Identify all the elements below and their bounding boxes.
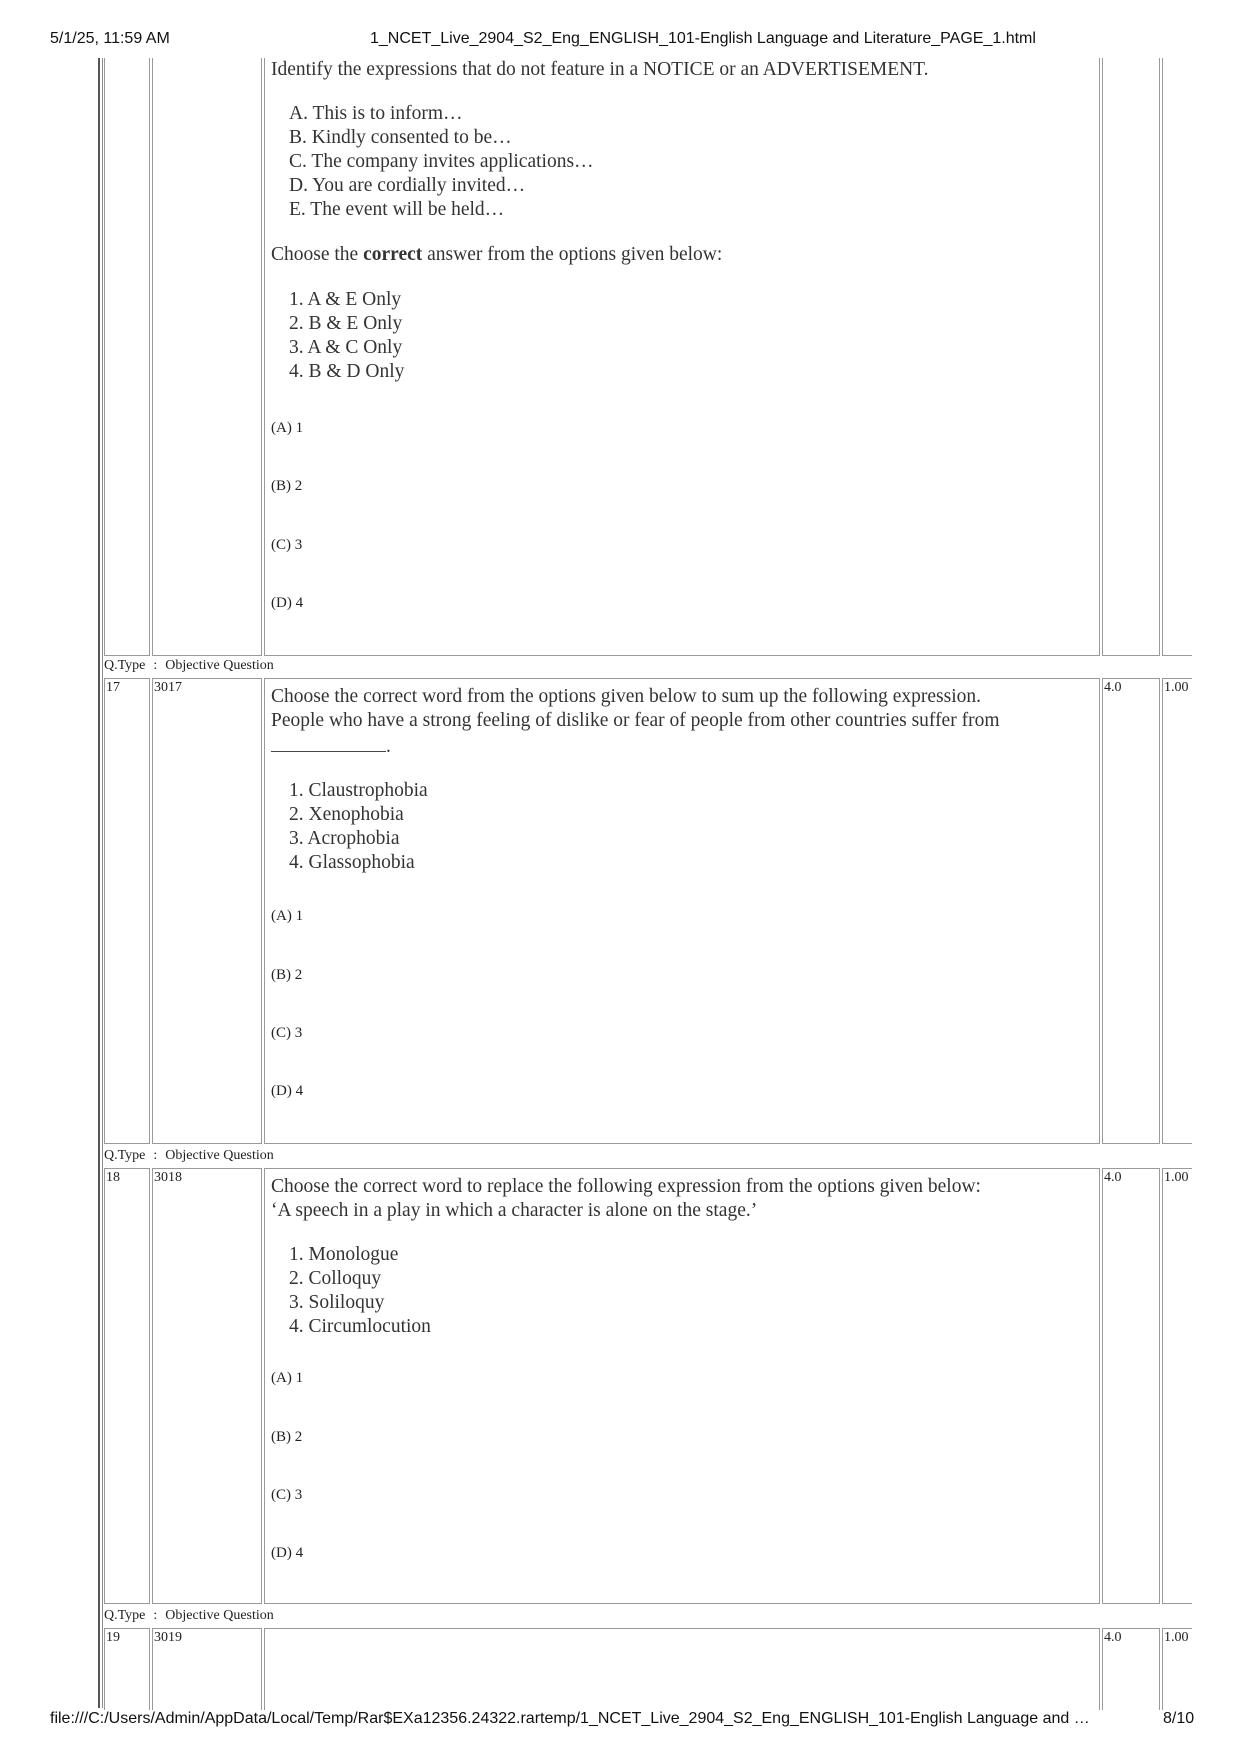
q16-id-cell xyxy=(152,58,262,656)
print-footer xyxy=(0,1710,1240,1732)
q16-choice: 1. A & E Only xyxy=(289,289,402,310)
q17-marks-cell xyxy=(1102,678,1160,1144)
q16-marks-cell xyxy=(1102,58,1160,656)
q18-option-d[interactable]: (D) 4 xyxy=(271,1545,304,1561)
q18-question-text xyxy=(271,1175,1071,1339)
table-left-border xyxy=(98,58,100,1708)
q16-stem: Identify the expressions that do not feature in a NOTICE or an ADVERTISEMENT. xyxy=(271,59,929,80)
q16-statement: D. You are cordially invited… xyxy=(289,175,526,196)
q16-instruction-bold: correct xyxy=(363,244,423,265)
q17-choice-list xyxy=(271,779,1071,875)
qtype-label: Q.Type xyxy=(104,658,146,673)
q16-num-cell xyxy=(104,58,150,656)
table-left-border-inner xyxy=(102,58,103,1708)
q16-choice: 4. B & D Only xyxy=(289,361,405,382)
q18-marks: 4.0 xyxy=(1104,1170,1122,1185)
qtype-label: Q.Type xyxy=(104,1608,146,1623)
q17-num-cell xyxy=(104,678,150,1144)
q17-line-3-end: . xyxy=(386,736,391,757)
q17-question-text xyxy=(271,685,1071,875)
q16-instruction-pre: Choose the xyxy=(271,244,364,265)
q18-choice-list xyxy=(271,1243,1071,1339)
q18-choice: 2. Colloquy xyxy=(289,1268,382,1289)
q17-number: 17 xyxy=(106,680,120,695)
q18-line-2: ‘A speech in a play in which a character is alone on the stage.’ xyxy=(271,1200,758,1221)
q17-marks: 4.0 xyxy=(1104,680,1122,695)
q17-option-a[interactable]: (A) 1 xyxy=(271,908,304,924)
q17-qtype-label xyxy=(104,1148,274,1164)
q17-choice: 3. Acrophobia xyxy=(289,828,400,849)
q16-choice: 3. A & C Only xyxy=(289,337,403,358)
q17-option-d[interactable]: (D) 4 xyxy=(271,1083,304,1099)
q17-option-c[interactable]: (C) 3 xyxy=(271,1025,303,1041)
q16-option-c[interactable]: (C) 3 xyxy=(271,537,303,553)
q18-num-cell xyxy=(104,1168,150,1604)
q16-option-d[interactable]: (D) 4 xyxy=(271,595,304,611)
q18-line-1: Choose the correct word to replace the following expression from the options given below: xyxy=(271,1176,981,1197)
q16-option-a[interactable]: (A) 1 xyxy=(271,420,304,436)
qtype-colon: : xyxy=(153,1608,158,1623)
q16-question-text xyxy=(271,58,1071,384)
q17-question-id: 3017 xyxy=(154,680,182,695)
print-file-path: file:///C:/Users/Admin/AppData/Local/Temp/Rar$EXa12356.24322.rartemp/1_NCET_Live_2904_S2_Eng_ENGLISH_101-English Language and … xyxy=(50,1710,1090,1727)
q19-question-id: 3019 xyxy=(154,1630,182,1645)
q17-negative-cell xyxy=(1162,678,1192,1144)
q18-choice: 4. Circumlocution xyxy=(289,1316,431,1337)
qtype-colon: : xyxy=(153,658,158,673)
q17-line-1: Choose the correct word from the options given below to sum up the following expression. xyxy=(271,686,981,707)
q18-choice: 3. Soliloquy xyxy=(289,1292,385,1313)
qtype-value: Objective Question xyxy=(165,1148,274,1163)
q16-instruction xyxy=(271,243,1071,267)
q16-statement: C. The company invites applications… xyxy=(289,151,594,172)
q18-negative-marks: 1.00 xyxy=(1164,1170,1189,1185)
q17-line-3 xyxy=(271,735,1071,759)
q17-negative-marks: 1.00 xyxy=(1164,680,1189,695)
qtype-value: Objective Question xyxy=(165,658,274,673)
q17-choice: 1. Claustrophobia xyxy=(289,780,428,801)
q16-choice: 2. B & E Only xyxy=(289,313,403,334)
q16-statement: A. This is to inform… xyxy=(289,103,463,124)
q17-option-b[interactable]: (B) 2 xyxy=(271,967,303,983)
q17-id-cell xyxy=(152,678,262,1144)
q17-choice: 2. Xenophobia xyxy=(289,804,404,825)
q17-blank xyxy=(271,737,386,752)
q16-statement: B. Kindly consented to be… xyxy=(289,127,512,148)
print-datetime: 5/1/25, 11:59 AM xyxy=(50,30,170,47)
qtype-label: Q.Type xyxy=(104,1148,146,1163)
q16-choice-list xyxy=(271,288,1071,384)
q16-instruction-post: answer from the options given below: xyxy=(422,244,723,265)
q19-marks: 4.0 xyxy=(1104,1630,1122,1645)
q16-option-b[interactable]: (B) 2 xyxy=(271,478,303,494)
q16-statement-list xyxy=(271,102,1071,222)
q18-marks-cell xyxy=(1102,1168,1160,1604)
q19-negative-marks: 1.00 xyxy=(1164,1630,1189,1645)
q18-question-id: 3018 xyxy=(154,1170,182,1185)
print-page-number: 8/10 xyxy=(1163,1710,1195,1727)
q19-number: 19 xyxy=(106,1630,120,1645)
q18-negative-cell xyxy=(1162,1168,1192,1604)
q18-option-b[interactable]: (B) 2 xyxy=(271,1429,303,1445)
qtype-colon: : xyxy=(153,1148,158,1163)
q17-line-2: People who have a strong feeling of dislike or fear of people from other countries suffer from xyxy=(271,710,1000,731)
qtype-value: Objective Question xyxy=(165,1608,274,1623)
q18-number: 18 xyxy=(106,1170,120,1185)
q18-qtype-label xyxy=(104,1608,274,1624)
q18-id-cell xyxy=(152,1168,262,1604)
q17-choice: 4. Glassophobia xyxy=(289,852,415,873)
q16-statement: E. The event will be held… xyxy=(289,199,505,220)
q18-option-c[interactable]: (C) 3 xyxy=(271,1487,303,1503)
q18-option-a[interactable]: (A) 1 xyxy=(271,1370,304,1386)
q16-qtype-label xyxy=(104,658,274,674)
q18-choice: 1. Monologue xyxy=(289,1244,399,1265)
q16-negative-cell xyxy=(1162,58,1192,656)
print-doc-title: 1_NCET_Live_2904_S2_Eng_ENGLISH_101-English Language and Literature_PAGE_1.html xyxy=(370,30,1036,47)
q19-content-cell xyxy=(264,1628,1100,1710)
